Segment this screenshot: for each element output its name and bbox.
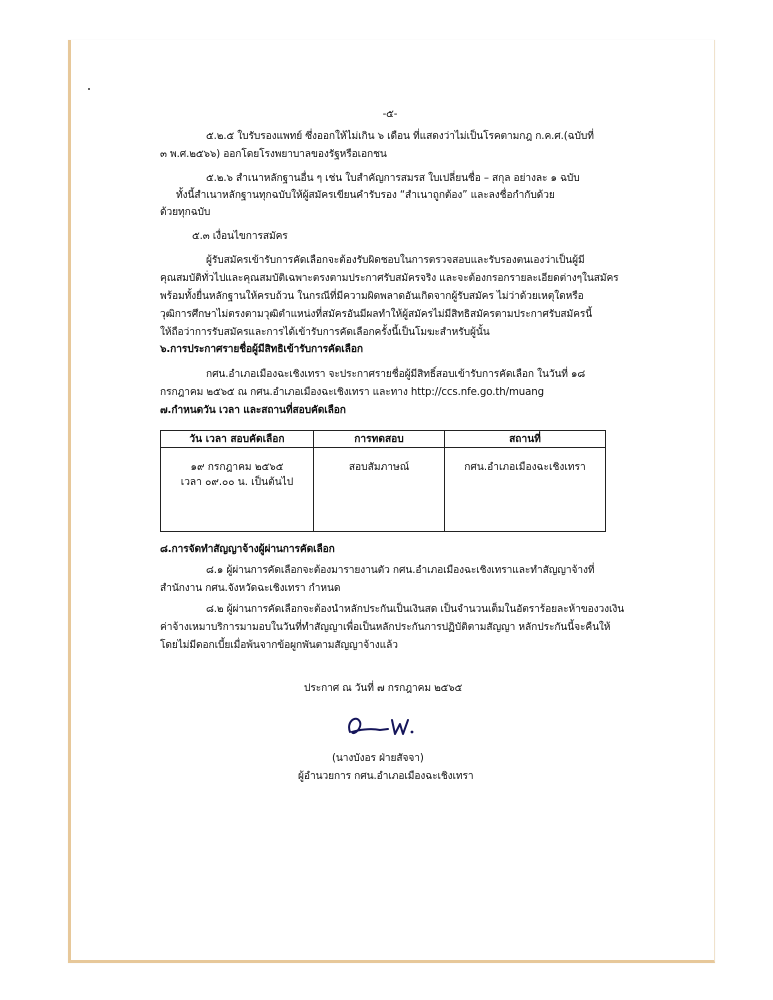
item-5-2-6-line3: ด้วยทุกฉบับ [160,207,211,218]
section-7-heading: ๗.กำหนดวัน เวลา และสถานที่สอบคัดเลือก [160,405,346,416]
cell-place: กศน.อำเภอเมืองฉะเชิงเทรา [445,448,606,532]
scan-speck [88,88,90,90]
item-8-2-line1: ๘.๒ ผู้ผ่านการคัดเลือกจะต้องนำหลักประกันเป็นเงินสด เป็นจำนวนเต็มในอัตราร้อยละห้าของวงเงิน [206,604,625,615]
section-8-heading: ๘.การจัดทำสัญญาจ้างผู้ผ่านการคัดเลือก [160,544,335,555]
item-8-2-line2: ค่าจ้างเหมาบริการมามอบในวันที่ทำสัญญาเพื่อเป็นหลักประกันการปฏิบัติตามสัญญา หลักประกันนี้จะคืนให้ [160,622,611,633]
item-5-2-5-line1: ๕.๒.๕ ใบรับรองแพทย์ ซึ่งออกให้ไม่เกิน ๖ เดือน ที่แสดงว่าไม่เป็นโรคตามกฎ ก.ค.ศ.(ฉบับที่ [206,131,594,142]
signer-name: (นางบังอร ฝ่ายสัจจา) [332,753,424,764]
col-header-test: การทดสอบ [314,431,445,448]
item-5-3-heading: ๕.๓ เงื่อนไขการสมัคร [192,231,288,242]
cell-test: สอบสัมภาษณ์ [314,448,445,532]
table-header-row [161,431,606,448]
signer-title: ผู้อำนวยการ กศน.อำเภอเมืองฉะเชิงเทรา [298,771,474,782]
col-header-datetime: วัน เวลา สอบคัดเลือก [161,431,314,448]
item-5-2-5-line2: ๓ พ.ศ.๒๕๖๖) ออกโดยโรงพยาบาลของรัฐหรือเอกชน [160,149,387,160]
section-6-heading: ๖.การประกาศรายชื่อผู้มีสิทธิเข้ารับการคัดเลือก [160,344,363,355]
item-8-2-line3: โดยไม่มีดอกเบี้ยเมื่อพ้นจากข้อผูกพันตามสัญญาจ้างแล้ว [160,640,398,651]
item-5-2-6-line2: ทั้งนี้สำเนาหลักฐานทุกฉบับให้ผู้สมัครเขียนคำรับรอง “สำเนาถูกต้อง” และลงชื่อกำกับด้วย [176,190,555,201]
conditions-line2: คุณสมบัติทั่วไปและคุณสมบัติเฉพาะตรงตามประกาศรับสมัครจริง และจะต้องกรอกรายละเอียดต่างๆในสมัคร [160,273,619,284]
exam-schedule-table [160,430,606,532]
item-5-2-6-line1: ๕.๒.๖ สำเนาหลักฐานอื่น ๆ เช่น ใบสำคัญการสมรส ใบเปลี่ยนชื่อ – สกุล อย่างละ ๑ ฉบับ [206,173,580,184]
announcement-date: ประกาศ ณ วันที่ ๗ กรกฎาคม ๒๕๖๕ [304,683,463,694]
table-row [161,448,606,532]
cell-datetime [161,448,314,532]
exam-time: เวลา ๐๙.๐๐ น. เป็นต้นไป [180,477,294,488]
section-6-line1: กศน.อำเภอเมืองฉะเชิงเทรา จะประกาศรายชื่อผู้มีสิทธิ์สอบเข้ารับการคัดเลือก ในวันที่ ๑๘ [206,369,586,380]
signature [340,710,430,744]
conditions-line5: ให้ถือว่าการรับสมัครและการได้เข้ารับการคัดเลือกครั้งนี้เป็นโมฆะสำหรับผู้นั้น [160,327,490,338]
item-8-1-line1: ๘.๑ ผู้ผ่านการคัดเลือกจะต้องมารายงานตัว กศน.อำเภอเมืองฉะเชิงเทราและทำสัญญาจ้างที่ [206,565,595,576]
col-header-place: สถานที่ [445,431,606,448]
exam-date: ๑๙ กรกฎาคม ๒๕๖๕ [190,462,284,473]
page-number: -๕- [382,109,398,120]
item-8-1-line2: สำนักงาน กศน.จังหวัดฉะเชิงเทรา กำหนด [160,583,341,594]
section-6-line2: กรกฎาคม ๒๕๖๕ ณ กศน.อำเภอเมืองฉะเชิงเทรา และทาง http://ccs.nfe.go.th/muang [160,387,544,398]
conditions-line1: ผู้รับสมัครเข้ารับการคัดเลือกจะต้องรับผิดชอบในการตรวจสอบและรับรองตนเองว่าเป็นผู้มี [206,255,585,266]
conditions-line4: วุฒิการศึกษาไม่ตรงตามวุฒิตำแหน่งที่สมัครอันมีผลทำให้ผู้สมัครไม่มีสิทธิสมัครตามประกาศรับสมัครนี้ [160,309,593,320]
conditions-line3: พร้อมทั้งยื่นหลักฐานให้ครบถ้วน ในกรณีที่มีความผิดพลาดอันเกิดจากผู้รับสมัคร ไม่ว่าด้วยเหตุใดหรือ [160,291,584,302]
